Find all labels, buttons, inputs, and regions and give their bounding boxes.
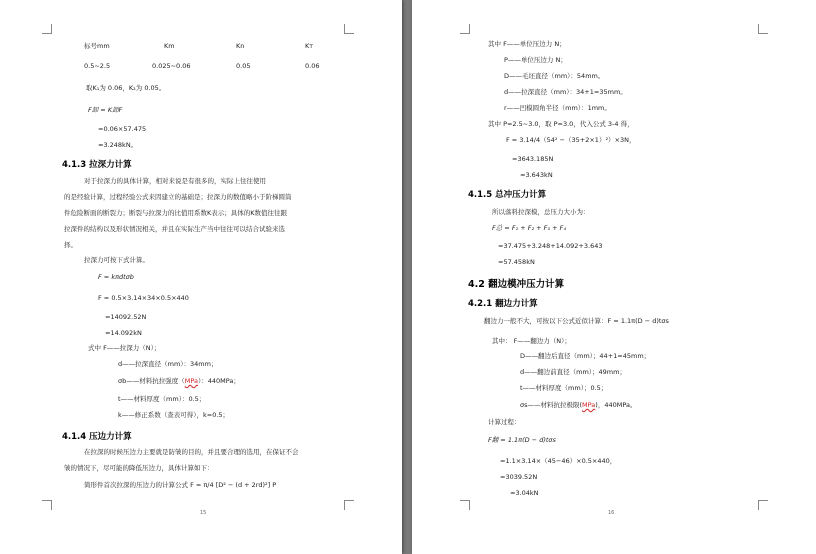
- definition-line: d——拉深直径（mm）：34+1=35mm。: [504, 88, 627, 96]
- text-line: =37.475+3.248+14.092+3.643: [498, 242, 603, 250]
- paragraph-line: 对于拉深力的具体计算，相对来说是有很多的，实际上往往使用: [84, 177, 266, 185]
- table-cell: 0.05: [236, 62, 251, 70]
- spellcheck-mark: MPa: [184, 377, 198, 385]
- definition-line: σs——材料抗拉极限(MPa)，440MPa。: [520, 401, 637, 409]
- page-number: 16: [608, 510, 615, 516]
- document-page-16: [412, 0, 816, 554]
- text-line: =0.06×57.475: [98, 125, 147, 133]
- definition-line: 其中 F——单位压边力 N；: [488, 40, 566, 48]
- text-line: =3643.185N: [512, 155, 554, 163]
- table-header-cell: Kт: [305, 42, 314, 50]
- crop-mark-bottom-left: [42, 500, 52, 510]
- crop-mark-top-left: [460, 24, 470, 34]
- definition-line: t——材料厚度（mm）：0.5；: [118, 395, 206, 403]
- paragraph-line: 在拉深的时候压边力主要就是防皱的目的，并且要合理的选用，在保证不会: [84, 448, 299, 456]
- crop-mark-bottom-right: [344, 500, 354, 510]
- spellcheck-mark: MPa: [582, 401, 596, 409]
- text-line: =57.458kN: [498, 258, 535, 266]
- crop-mark-top-right: [344, 24, 354, 34]
- paragraph-line: 择。: [64, 241, 77, 249]
- text-line: ≈3.643kN: [520, 171, 553, 179]
- text-line: ≈3.248kN。: [98, 141, 138, 149]
- text-line: =1.1×3.14×（45−46）×0.5×440，: [500, 457, 617, 465]
- text-line: ≈14.092kN: [105, 329, 142, 337]
- text-line: 翻边力一般不大，可按以下公式近似计算：F = 1.1π(D − d)tσs: [484, 317, 669, 325]
- text-line: 取K₁为 0.06，K₂为 0.05。: [86, 84, 166, 92]
- text-line: 其中 P=2.5~3.0，取 P=3.0，代入公式 3-4 得，: [488, 120, 634, 128]
- table-header-cell: Km: [164, 42, 175, 50]
- paragraph-line: 拉深件的结构以及形状情况相关，并且在实际生产当中往往可以结合试验来选: [64, 225, 285, 233]
- formula: F = 0.5×3.14×34×0.5×440: [98, 294, 189, 302]
- section-heading-4-2: 4.2 翻边模冲压力计算: [468, 279, 565, 290]
- definition-line: d——翻边前直径（mm）；49mm；: [520, 368, 626, 376]
- text-line: ≈3.04kN: [510, 489, 539, 497]
- table-cell: 0.06: [305, 62, 320, 70]
- formula: F总 = F₁ + F₂ + F₃ + F₄: [492, 224, 566, 232]
- table-cell: 0.025~0.06: [152, 62, 191, 70]
- formula: F卸 = K卸F: [88, 106, 123, 114]
- definition-line: D——翻边后直径（mm）；44+1=45mm；: [520, 352, 651, 360]
- paragraph-line: 的是经验计算，过程经验公式来因建立的基础是；拉深力的数值略小于阶梯圆筒: [64, 193, 292, 201]
- formula: F = 3.14/4（54² −（35+2×1）²）×3N，: [506, 136, 636, 144]
- document-page-15: [0, 0, 402, 554]
- paragraph-line: 件危险断面的断裂力；断裂与拉深力的比值用系数K表示；具体的K数值往往跟: [64, 209, 288, 217]
- crop-mark-top-left: [42, 24, 52, 34]
- text-line: 拉深力可按下式计算。: [84, 256, 149, 264]
- formula-line: 简形件首次拉深的压边力的计算公式 F = π/4 [D² − (d + 2rd)²] P: [84, 481, 277, 489]
- definition-line: D——毛坯直径（mm）：54mm。: [504, 72, 605, 80]
- table-header-cell: Kn: [236, 42, 245, 50]
- definition-line: 其中： F——翻边力（N）；: [492, 337, 571, 345]
- crop-mark-bottom-left: [460, 500, 470, 510]
- definition-line: 式中 F——拉深力（N）；: [88, 344, 161, 352]
- definition-line: t——材料厚度（mm）；0.5；: [520, 384, 608, 392]
- definition-line: d——拉深直径（mm）：34mm；: [118, 360, 218, 368]
- text-line: =14092.52N: [105, 313, 147, 321]
- definition-line: P——单位压边力 N；: [504, 56, 567, 64]
- formula: F = kπdtσb: [98, 273, 134, 281]
- text-line: 所以落料拉深模，总压力大小为：: [492, 208, 590, 216]
- definition-line: σb——材料抗拉强度（MPa）：440MPa；: [118, 377, 240, 385]
- table-header-cell: 标号mm: [84, 42, 110, 50]
- section-heading-4-2-1: 4.2.1 翻边力计算: [468, 299, 538, 309]
- paragraph-line: 皱的情况下，尽可能的降低压边力，具体计算如下：: [64, 464, 214, 472]
- section-heading-4-1-3: 4.1.3 拉深力计算: [62, 160, 132, 170]
- crop-mark-bottom-right: [758, 500, 768, 510]
- definition-line: r——凹模圆角半径（mm）：1mm。: [504, 104, 611, 112]
- definition-line: k——修正系数（查表可得），k=0.5；: [118, 411, 230, 419]
- formula: F翻 = 1.1π(D − d)tσs: [488, 436, 556, 444]
- section-heading-4-1-5: 4.1.5 总冲压力计算: [468, 190, 547, 200]
- text-line: =3039.52N: [500, 473, 538, 481]
- crop-mark-top-right: [758, 24, 768, 34]
- section-heading-4-1-4: 4.1.4 压边力计算: [62, 432, 132, 442]
- table-cell: 0.5~2.5: [84, 62, 111, 70]
- page-number: 15: [200, 510, 207, 516]
- text-line: 计算过程：: [488, 418, 521, 426]
